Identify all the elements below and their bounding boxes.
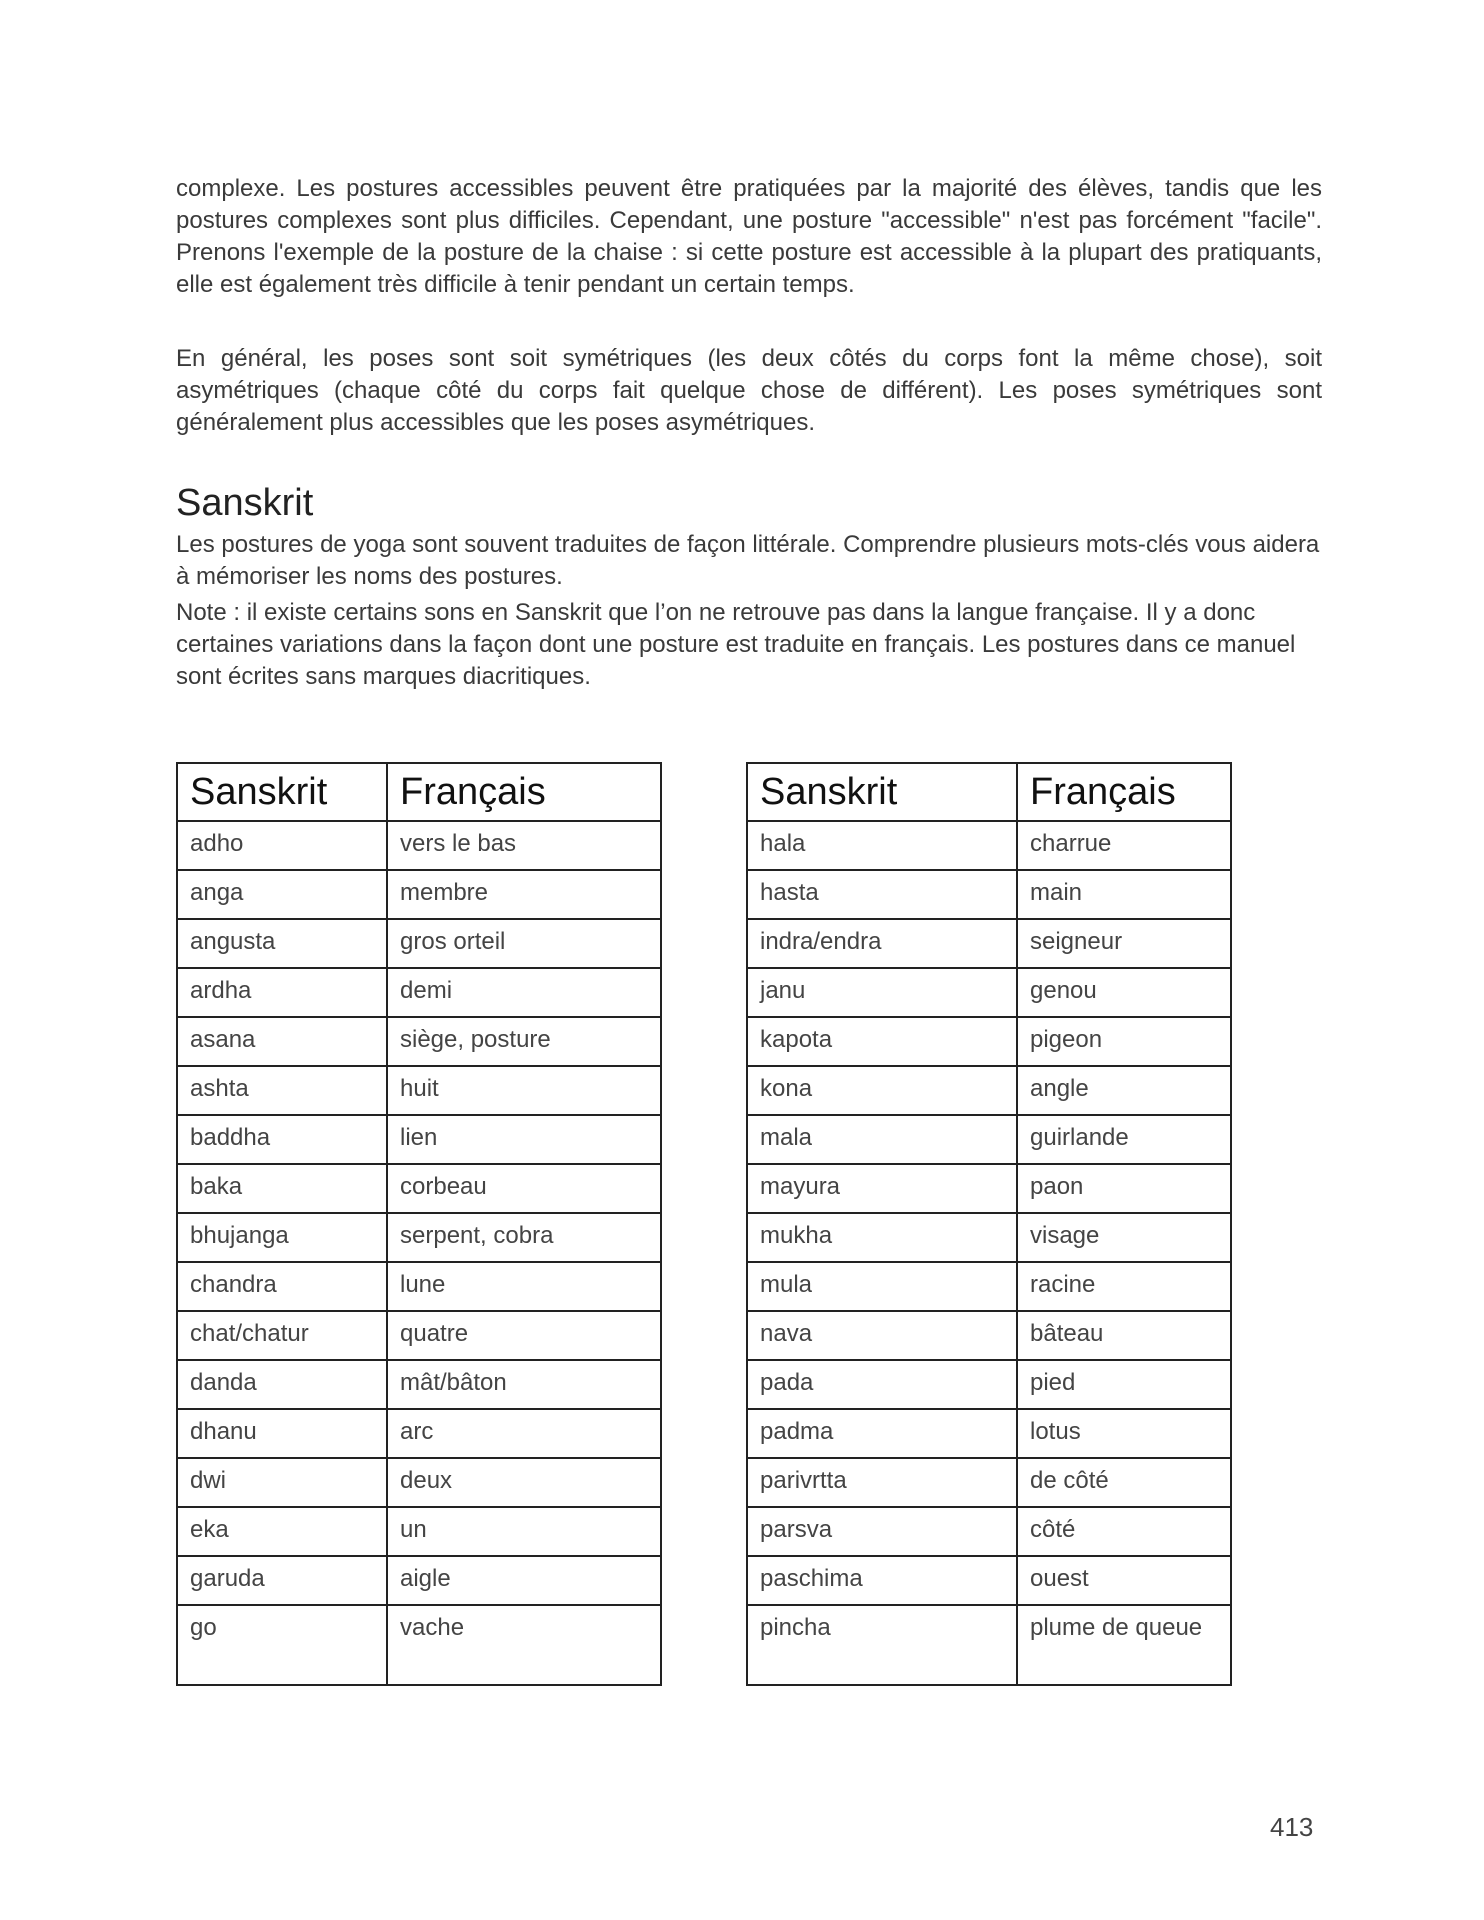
table-row	[177, 1311, 661, 1360]
page-body	[176, 173, 1322, 693]
table-row	[177, 1605, 661, 1685]
french-translation: huit	[387, 1066, 661, 1115]
table-row	[747, 1311, 1231, 1360]
sanskrit-term: nava	[747, 1311, 1017, 1360]
sanskrit-term: bhujanga	[177, 1213, 387, 1262]
sanskrit-term: anga	[177, 870, 387, 919]
sanskrit-term: padma	[747, 1409, 1017, 1458]
header-sanskrit: Sanskrit	[747, 763, 1017, 821]
table-row	[177, 919, 661, 968]
french-translation: genou	[1017, 968, 1231, 1017]
table-row	[747, 1409, 1231, 1458]
french-translation: paon	[1017, 1164, 1231, 1213]
french-translation: ouest	[1017, 1556, 1231, 1605]
french-translation: guirlande	[1017, 1115, 1231, 1164]
table-row	[747, 919, 1231, 968]
table-row	[177, 968, 661, 1017]
table-row	[177, 1213, 661, 1262]
table-row	[747, 1066, 1231, 1115]
french-translation: corbeau	[387, 1164, 661, 1213]
sanskrit-term: adho	[177, 821, 387, 870]
sanskrit-term: asana	[177, 1017, 387, 1066]
french-translation: bâteau	[1017, 1311, 1231, 1360]
sanskrit-term: pincha	[747, 1605, 1017, 1685]
section-intro: Les postures de yoga sont souvent traduites de façon littérale. Comprendre plusieurs mots-clés vous aidera à mémoriser les noms des postures.	[176, 531, 1320, 590]
french-translation: lien	[387, 1115, 661, 1164]
sanskrit-term: ashta	[177, 1066, 387, 1115]
sanskrit-term: chandra	[177, 1262, 387, 1311]
french-translation: charrue	[1017, 821, 1231, 870]
french-translation: demi	[387, 968, 661, 1017]
sanskrit-term: hala	[747, 821, 1017, 870]
french-translation: serpent, cobra	[387, 1213, 661, 1262]
table-row	[177, 870, 661, 919]
sanskrit-term: paschima	[747, 1556, 1017, 1605]
french-translation: aigle	[387, 1556, 661, 1605]
table-row	[177, 1066, 661, 1115]
table-row	[177, 1360, 661, 1409]
table-header-row	[747, 763, 1231, 821]
french-translation: quatre	[387, 1311, 661, 1360]
sanskrit-term: angusta	[177, 919, 387, 968]
sanskrit-term: mayura	[747, 1164, 1017, 1213]
table-row	[177, 1017, 661, 1066]
french-translation: plume de queue	[1017, 1605, 1231, 1685]
header-francais: Français	[1017, 763, 1231, 821]
sanskrit-term: danda	[177, 1360, 387, 1409]
table-row	[177, 1556, 661, 1605]
sanskrit-term: go	[177, 1605, 387, 1685]
french-translation: seigneur	[1017, 919, 1231, 968]
sanskrit-term: hasta	[747, 870, 1017, 919]
table-row	[747, 821, 1231, 870]
french-translation: un	[387, 1507, 661, 1556]
vocabulary-tables	[176, 762, 1226, 1682]
table-row	[747, 1017, 1231, 1066]
table-row	[177, 1262, 661, 1311]
header-francais: Français	[387, 763, 661, 821]
table-row	[177, 821, 661, 870]
table-row	[747, 1507, 1231, 1556]
french-translation: racine	[1017, 1262, 1231, 1311]
sanskrit-term: kapota	[747, 1017, 1017, 1066]
french-translation: gros orteil	[387, 919, 661, 968]
table-row	[747, 968, 1231, 1017]
sanskrit-term: garuda	[177, 1556, 387, 1605]
table-row	[747, 1213, 1231, 1262]
vocabulary-table-left	[176, 762, 662, 1686]
table-row	[177, 1409, 661, 1458]
sanskrit-term: eka	[177, 1507, 387, 1556]
french-translation: pied	[1017, 1360, 1231, 1409]
table-header-row	[177, 763, 661, 821]
table-row	[177, 1507, 661, 1556]
table-row	[747, 1115, 1231, 1164]
sanskrit-term: dwi	[177, 1458, 387, 1507]
page-number: 413	[1270, 1812, 1314, 1842]
vocabulary-table-right	[746, 762, 1232, 1686]
table-row	[177, 1458, 661, 1507]
table-row	[747, 1360, 1231, 1409]
sanskrit-term: pada	[747, 1360, 1017, 1409]
french-translation: deux	[387, 1458, 661, 1507]
french-translation: pigeon	[1017, 1017, 1231, 1066]
table-row	[747, 1605, 1231, 1685]
french-translation: lune	[387, 1262, 661, 1311]
section-note: Note : il existe certains sons en Sanskrit que l’on ne retrouve pas dans la langue française. Il y a donc certaines variations dans la façon dont une posture est traduite en français. Les postures dans ce manuel sont écrites sans marques diacritiques.	[176, 599, 1296, 690]
french-translation: arc	[387, 1409, 661, 1458]
sanskrit-term: chat/chatur	[177, 1311, 387, 1360]
sanskrit-term: parsva	[747, 1507, 1017, 1556]
table-row	[747, 1164, 1231, 1213]
table-row	[747, 870, 1231, 919]
paragraph-postures-accessibility: complexe. Les postures accessibles peuvent être pratiquées par la majorité des élèves, tandis que les postures complexes sont plus difficiles. Cependant, une posture "accessible" n'est pas forcément "facile". Prenons l'exemple de la posture de la chaise : si cette posture est accessible à la plupart des pratiquants, elle est également très difficile à tenir pendant un certain temps.	[176, 175, 1322, 298]
french-translation: côté	[1017, 1507, 1231, 1556]
sanskrit-term: baka	[177, 1164, 387, 1213]
sanskrit-term: mula	[747, 1262, 1017, 1311]
table-row	[747, 1556, 1231, 1605]
sanskrit-term: indra/endra	[747, 919, 1017, 968]
sanskrit-term: ardha	[177, 968, 387, 1017]
header-sanskrit: Sanskrit	[177, 763, 387, 821]
paragraph-symmetry: En général, les poses sont soit symétriques (les deux côtés du corps font la même chose), soit asymétriques (chaque côté du corps fait quelque chose de différent). Les poses symétriques sont généralement plus accessibles que les poses asymétriques.	[176, 345, 1322, 436]
section-title: Sanskrit	[176, 482, 314, 524]
sanskrit-term: dhanu	[177, 1409, 387, 1458]
french-translation: lotus	[1017, 1409, 1231, 1458]
french-translation: mât/bâton	[387, 1360, 661, 1409]
french-translation: visage	[1017, 1213, 1231, 1262]
french-translation: de côté	[1017, 1458, 1231, 1507]
french-translation: membre	[387, 870, 661, 919]
sanskrit-term: parivrtta	[747, 1458, 1017, 1507]
sanskrit-term: kona	[747, 1066, 1017, 1115]
french-translation: angle	[1017, 1066, 1231, 1115]
sanskrit-term: baddha	[177, 1115, 387, 1164]
sanskrit-term: mala	[747, 1115, 1017, 1164]
table-row	[177, 1115, 661, 1164]
french-translation: vache	[387, 1605, 661, 1685]
french-translation: siège, posture	[387, 1017, 661, 1066]
french-translation: main	[1017, 870, 1231, 919]
table-row	[747, 1262, 1231, 1311]
sanskrit-term: janu	[747, 968, 1017, 1017]
table-row	[177, 1164, 661, 1213]
table-row	[747, 1458, 1231, 1507]
french-translation: vers le bas	[387, 821, 661, 870]
sanskrit-term: mukha	[747, 1213, 1017, 1262]
